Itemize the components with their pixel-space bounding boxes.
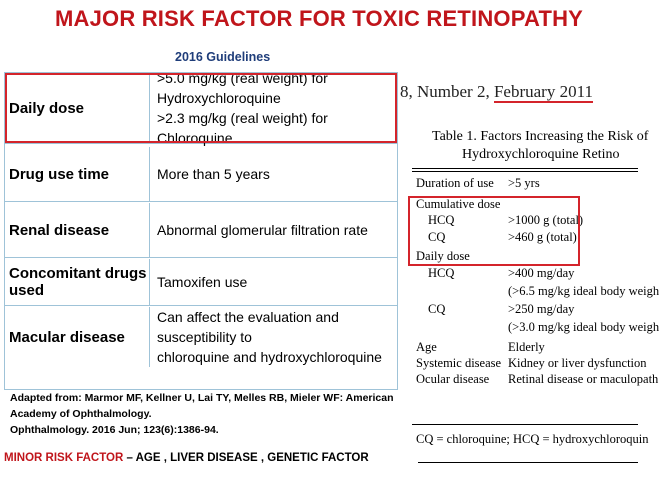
row-value: >400 mg/day: [508, 266, 575, 280]
journal-footnote: CQ = chloroquine; HCQ = hydroxychloroquin: [416, 432, 649, 446]
highlight-box: [5, 73, 397, 143]
divider: [412, 424, 638, 425]
journal-row: [416, 176, 540, 191]
factor-label: Drug use time: [9, 147, 150, 201]
table-row: [5, 203, 397, 258]
row-value: Elderly: [508, 340, 545, 354]
row-value: Kidney or liver dysfunction: [508, 356, 647, 370]
row-label: CQ: [428, 302, 446, 316]
detail-line: Tamoxifen use: [157, 274, 248, 290]
minor-risk-line: [4, 452, 369, 464]
source-citation: [10, 390, 394, 438]
table-row: [5, 147, 397, 202]
minor-risk-label: MINOR RISK FACTOR: [4, 452, 124, 464]
detail-line: chloroquine and hydroxychloroquine: [157, 349, 382, 365]
issue-prefix: 8, Number 2,: [400, 82, 494, 101]
journal-row: [416, 356, 647, 371]
minor-risk-items: – AGE , LIVER DISEASE , GENETIC FACTOR: [123, 452, 369, 464]
row-label: Duration of use: [416, 176, 494, 190]
factor-details: [157, 307, 391, 367]
factor-details: [157, 259, 391, 305]
row-value: >250 mg/day: [508, 302, 575, 316]
factor-label: Macular disease: [9, 307, 150, 367]
slide-subtitle: 2016 Guidelines: [175, 50, 271, 64]
detail-line: Can affect the evaluation and susceptibility to: [157, 309, 339, 345]
factor-label: Daily dose: [9, 73, 150, 143]
row-value: >460 g (total): [508, 230, 577, 244]
row-label: HCQ: [428, 213, 455, 227]
detail-line: >5.0 mg/kg (real weight) for Hydroxychloroquine: [157, 70, 328, 106]
row-label: Daily dose: [416, 249, 470, 263]
slide-title: MAJOR RISK FACTOR FOR TOXIC RETINOPATHY: [54, 6, 584, 31]
row-value: >1000 g (total): [508, 213, 584, 227]
row-label: HCQ: [428, 266, 455, 280]
divider: [412, 171, 638, 172]
row-label: Cumulative dose: [416, 197, 501, 211]
journal-row: [416, 266, 575, 281]
row-value: (>3.0 mg/kg ideal body weigh: [508, 320, 659, 334]
guidelines-table: [4, 72, 398, 390]
row-label: CQ: [428, 230, 446, 244]
issue-month: February 2011: [493, 82, 593, 101]
journal-row: [416, 302, 575, 317]
factor-label: Renal disease: [9, 203, 150, 257]
row-label: Ocular disease: [416, 372, 490, 386]
citation-line: Adapted from: Marmor MF, Kellner U, Lai TY, Melles RB, Mieler WF: American Academy of Ophthalmology.: [10, 392, 394, 420]
table-row: [5, 259, 397, 306]
journal-row: [416, 372, 659, 387]
factor-details: [157, 203, 391, 257]
divider: [412, 168, 638, 169]
journal-table-title: [432, 128, 648, 164]
factor-label: Concomitant drugs used: [9, 259, 150, 305]
table-title-line: Table 1. Factors Increasing the Risk of: [432, 129, 649, 144]
row-value: Retinal disease or maculopath: [508, 372, 659, 386]
citation-line: Ophthalmology. 2016 Jun; 123(6):1386-94.: [10, 424, 219, 436]
journal-issue: [400, 82, 593, 102]
detail-line: Abnormal glomerular filtration rate: [157, 222, 368, 238]
detail-line: >2.3 mg/kg (real weight) for Chloroquine: [157, 110, 328, 146]
highlight-box: [408, 196, 580, 266]
table-row: [5, 307, 397, 367]
row-label: Systemic disease: [416, 356, 502, 370]
detail-line: More than 5 years: [157, 166, 270, 182]
table-title-line: Hydroxychloroquine Retino: [462, 147, 620, 162]
row-value: >5 yrs: [508, 176, 540, 190]
factor-details: [157, 147, 391, 201]
journal-row: [416, 340, 545, 355]
row-value: (>6.5 mg/kg ideal body weigh: [508, 284, 659, 298]
row-label: Age: [416, 340, 437, 354]
divider: [418, 462, 638, 463]
